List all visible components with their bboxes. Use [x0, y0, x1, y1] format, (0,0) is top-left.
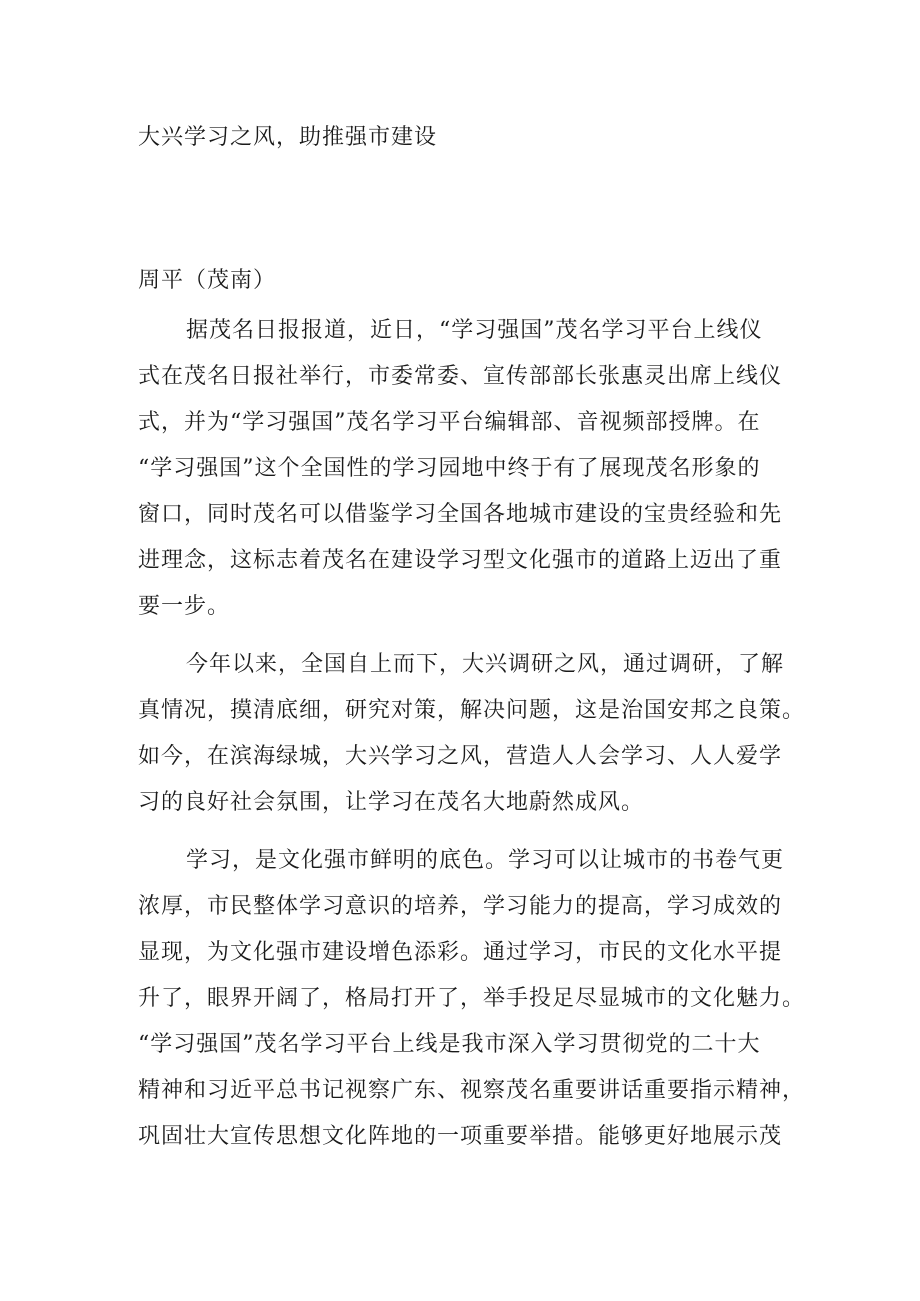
- document-title: 大兴学习之风，助推强市建设: [138, 125, 438, 150]
- paragraph-line: 如今，在滨海绿城，大兴学习之风，营造人人会学习、人人爱学: [138, 744, 783, 769]
- paragraph-line: 真情况，摸清底细，研究对策，解决问题，这是治国安邦之良策。: [138, 698, 806, 723]
- paragraph-line: 巩固壮大宣传思想文化阵地的一项重要举措。能够更好地展示茂: [138, 1124, 783, 1149]
- paragraph-line: 显现，为文化强市建设增色添彩。通过学习，市民的文化水平提: [138, 940, 783, 965]
- paragraph-line: 习的良好社会氛围，让学习在茂名大地蔚然成风。: [138, 790, 645, 815]
- paragraph-line: 今年以来，全国自上而下，大兴调研之风，通过调研，了解: [186, 652, 785, 677]
- paragraph-line: 窗口，同时茂名可以借鉴学习全国各地城市建设的宝贵经验和先: [138, 502, 783, 527]
- paragraph-line: 要一步。: [138, 594, 231, 619]
- paragraph-2: [138, 642, 806, 826]
- paragraph-line: 学习，是文化强市鲜明的底色。学习可以让城市的书卷气更: [186, 848, 785, 873]
- paragraph-line: 式在茂名日报社举行，市委常委、宣传部部长张惠灵出席上线仪: [138, 364, 783, 389]
- paragraph-line: “学习强国”这个全国性的学习园地中终于有了展现茂名形象的: [138, 456, 761, 481]
- paragraph-3: [138, 838, 806, 1160]
- paragraph-line: 进理念，这标志着茂名在建设学习型文化强市的道路上迈出了重: [138, 548, 783, 573]
- paragraph-line: 浓厚，市民整体学习意识的培养，学习能力的提高，学习成效的: [138, 894, 783, 919]
- paragraph-line: “学习强国”茂名学习平台上线是我市深入学习贯彻党的二十大: [138, 1032, 761, 1057]
- document-author: 周平（茂南）: [138, 268, 277, 293]
- paragraph-line: 据茂名日报报道，近日，“学习强国”茂名学习平台上线仪: [186, 318, 763, 343]
- paragraph-line: 升了，眼界开阔了，格局打开了，举手投足尽显城市的文化魅力。: [138, 986, 806, 1011]
- paragraph-line: 式，并为“学习强国”茂名学习平台编辑部、音视频部授牌。在: [138, 410, 761, 435]
- document-body: [138, 308, 806, 1172]
- paragraph-1: [138, 308, 784, 630]
- paragraph-line: 精神和习近平总书记视察广东、视察茂名重要讲话重要指示精神，: [138, 1078, 806, 1103]
